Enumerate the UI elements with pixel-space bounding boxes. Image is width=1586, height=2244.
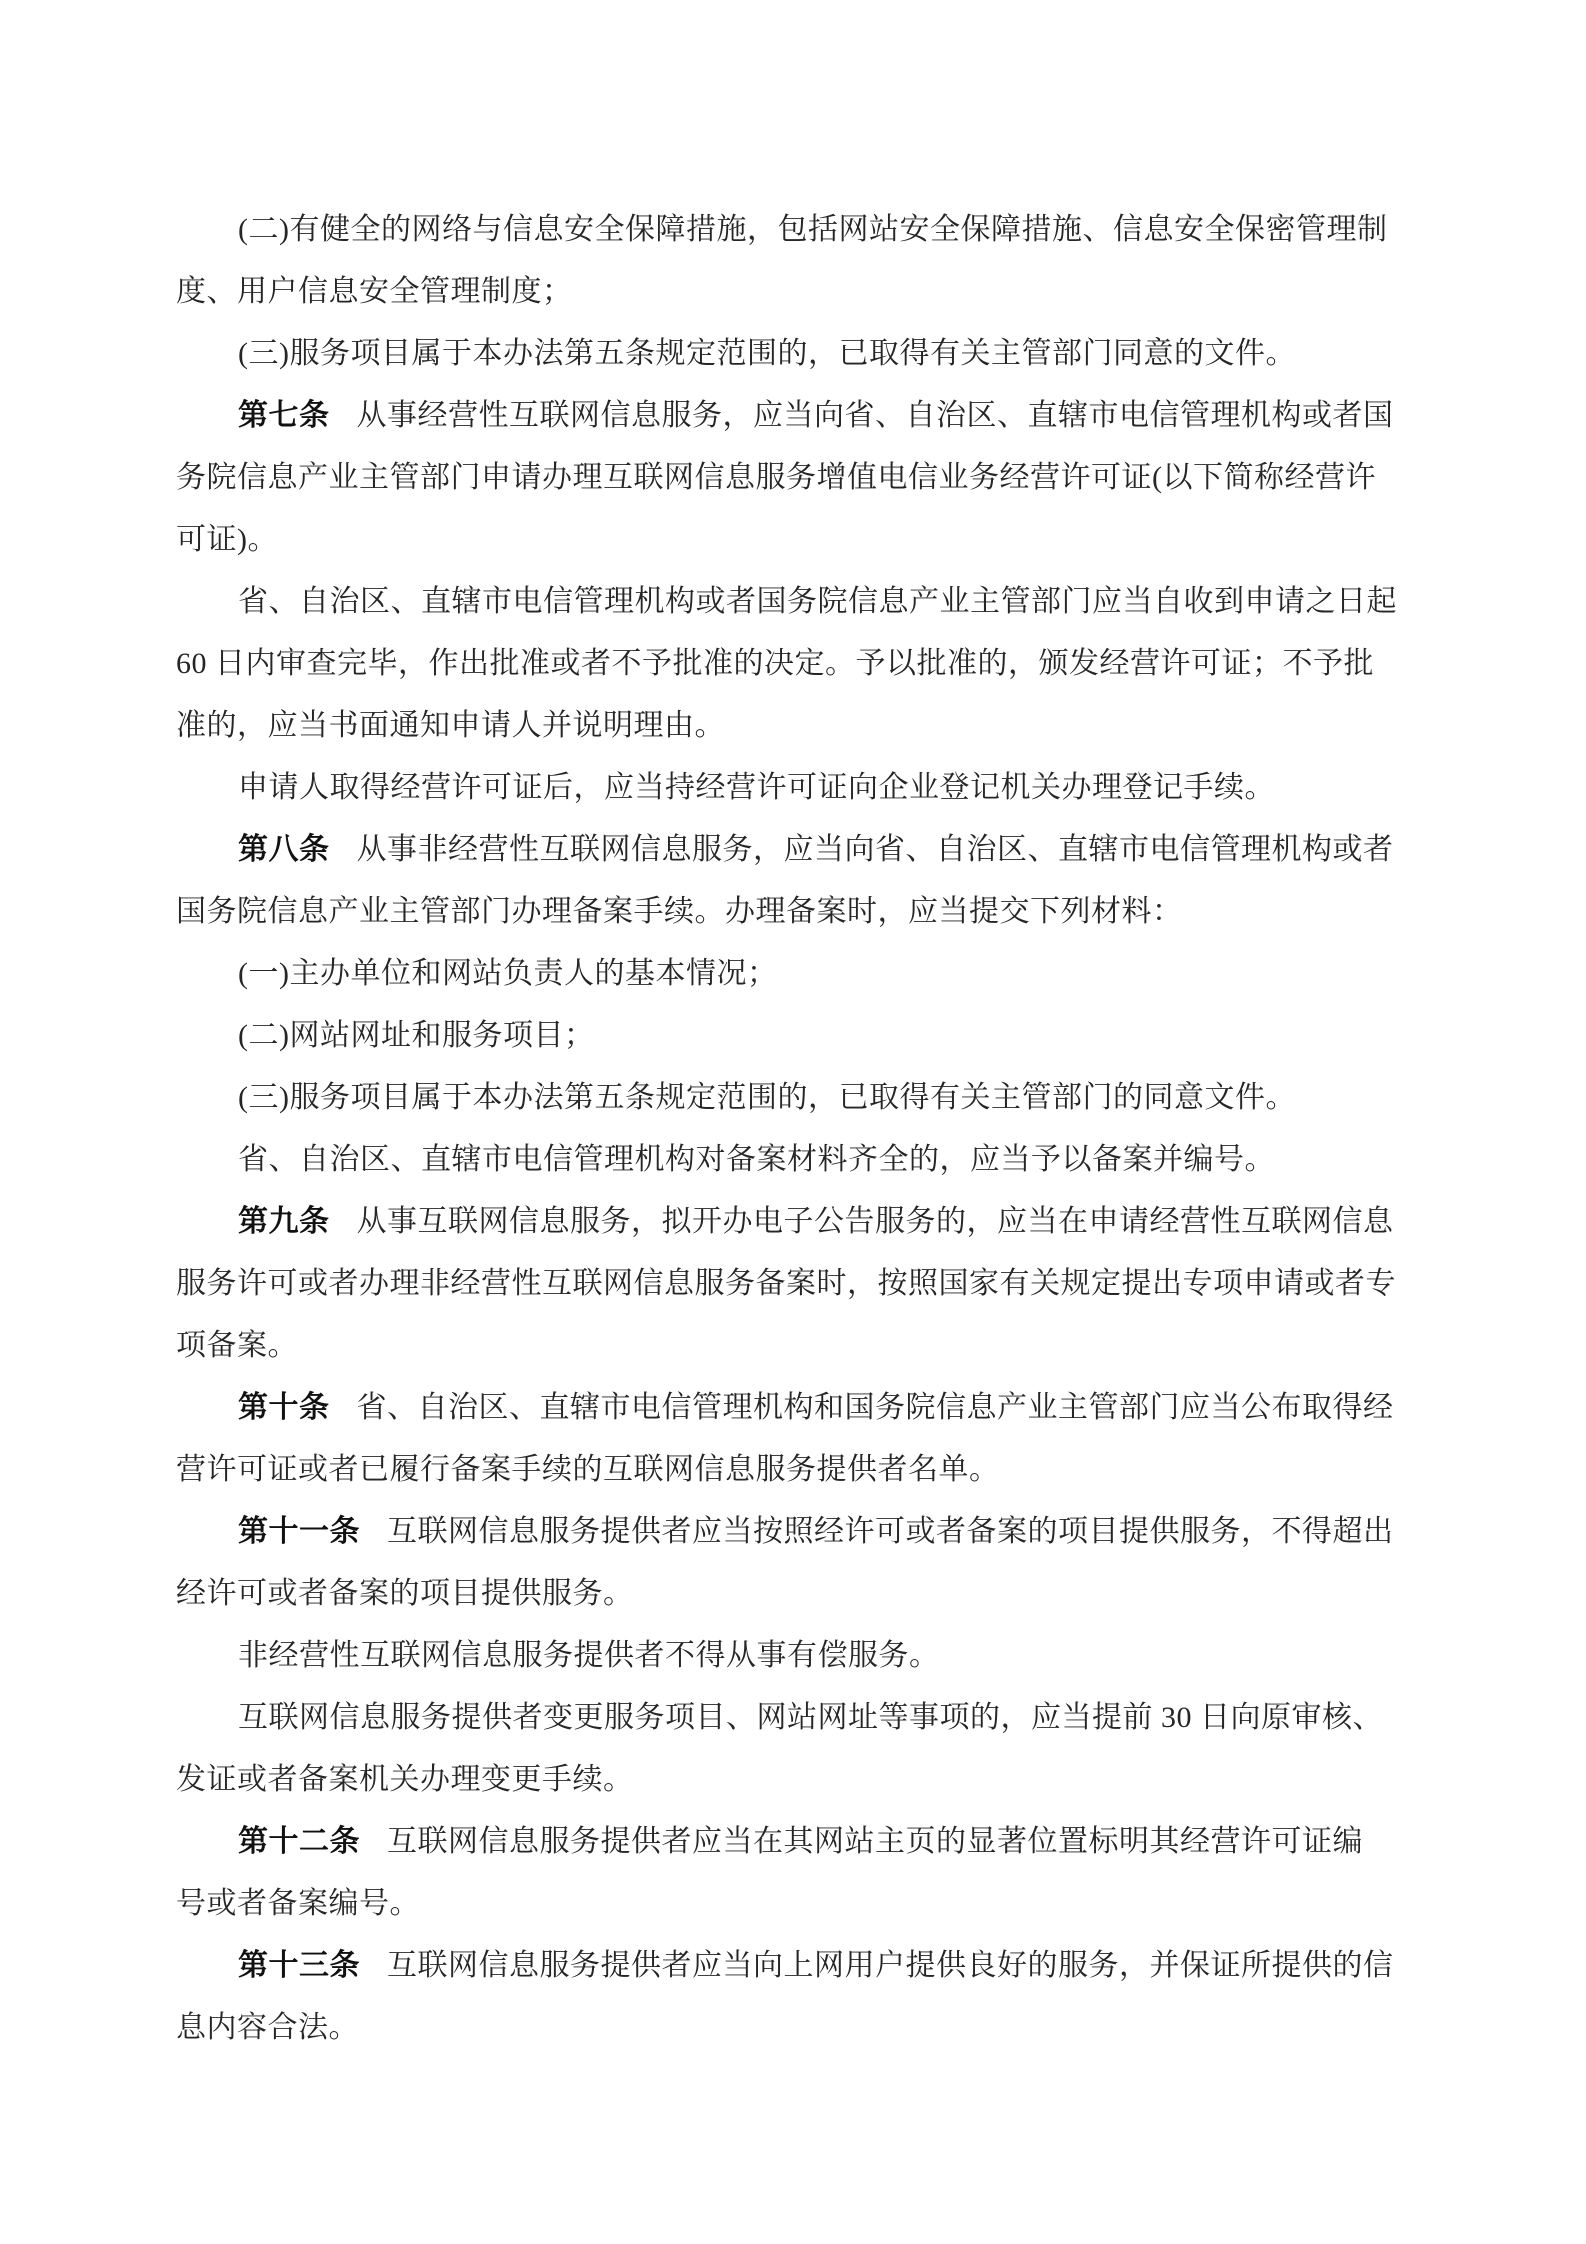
line-text: 国务院信息产业主管部门办理备案手续。办理备案时，应当提交下列材料： (176, 895, 1183, 928)
line-text: 服务许可或者办理非经营性互联网信息服务备案时，按照国家有关规定提出专项申请或者专 (176, 1267, 1396, 1300)
line-text: (一)主办单位和网站负责人的基本情况； (238, 957, 778, 990)
line-text: 互联网信息服务提供者应当向上网用户提供良好的服务，并保证所提供的信 (387, 1949, 1394, 1982)
line-text: 度、用户信息安全管理制度； (176, 275, 573, 308)
line-text: 非经营性互联网信息服务提供者不得从事有偿服务。 (238, 1639, 940, 1672)
text-line (176, 1501, 1436, 1563)
line-text: 可证)。 (176, 523, 278, 556)
text-line (176, 1253, 1436, 1315)
line-text: 从事经营性互联网信息服务，应当向省、自治区、直辖市电信管理机构或者国 (356, 399, 1394, 432)
line-text: 互联网信息服务提供者变更服务项目、网站网址等事项的，应当提前 30 日向原审核、 (238, 1701, 1383, 1734)
line-text: 申请人取得经营许可证后，应当持经营许可证向企业登记机关办理登记手续。 (238, 771, 1275, 804)
line-text: 经许可或者备案的项目提供服务。 (176, 1577, 634, 1610)
line-text: 发证或者备案机关办理变更手续。 (176, 1763, 634, 1796)
text-line (176, 571, 1436, 633)
text-line (176, 447, 1436, 509)
line-text: 省、自治区、直辖市电信管理机构和国务院信息产业主管部门应当公布取得经 (356, 1391, 1394, 1424)
line-text: (二)网站网址和服务项目； (238, 1019, 595, 1052)
article-number: 第十三条 (238, 1949, 360, 1982)
line-text: 务院信息产业主管部门申请办理互联网信息服务增值电信业务经营许可证(以下简称经营许 (176, 461, 1376, 494)
article-number: 第十条 (238, 1391, 330, 1424)
line-text: 省、自治区、直辖市电信管理机构对备案材料齐全的，应当予以备案并编号。 (238, 1143, 1275, 1176)
text-line (176, 261, 1436, 323)
line-text: (三)服务项目属于本办法第五条规定范围的，已取得有关主管部门同意的文件。 (238, 337, 1296, 370)
article-number: 第七条 (238, 399, 330, 432)
line-text: 项备案。 (176, 1329, 298, 1362)
text-line (176, 881, 1436, 943)
line-text: 息内容合法。 (176, 2011, 359, 2044)
text-line (176, 199, 1436, 261)
text-line (176, 1191, 1436, 1253)
text-line (176, 695, 1436, 757)
article-number: 第十一条 (238, 1515, 360, 1548)
text-line (176, 1067, 1436, 1129)
line-text: 从事互联网信息服务，拟开办电子公告服务的，应当在申请经营性互联网信息 (356, 1205, 1394, 1238)
line-text: 互联网信息服务提供者应当在其网站主页的显著位置标明其经营许可证编 (387, 1825, 1363, 1858)
text-line (176, 509, 1436, 571)
text-line (176, 1129, 1436, 1191)
text-line (176, 1811, 1436, 1873)
line-text: 省、自治区、直辖市电信管理机构或者国务院信息产业主管部门应当自收到申请之日起 (238, 585, 1397, 618)
text-line (176, 1315, 1436, 1377)
text-line (176, 757, 1436, 819)
line-text: 营许可证或者已履行备案手续的互联网信息服务提供者名单。 (176, 1453, 1000, 1486)
text-line (176, 1873, 1436, 1935)
line-text: 互联网信息服务提供者应当按照经许可或者备案的项目提供服务，不得超出 (387, 1515, 1394, 1548)
text-line (176, 1625, 1436, 1687)
text-line (176, 385, 1436, 447)
text-line (176, 1935, 1436, 1997)
article-number: 第十二条 (238, 1825, 360, 1858)
text-line (176, 1563, 1436, 1625)
text-line (176, 1005, 1436, 1067)
line-text: 号或者备案编号。 (176, 1887, 420, 1920)
text-line (176, 1749, 1436, 1811)
article-number: 第八条 (238, 833, 330, 866)
line-text: (三)服务项目属于本办法第五条规定范围的，已取得有关主管部门的同意文件。 (238, 1081, 1296, 1114)
text-line (176, 819, 1436, 881)
article-number: 第九条 (238, 1205, 330, 1238)
line-text: 准的，应当书面通知申请人并说明理由。 (176, 709, 725, 742)
text-line (176, 1687, 1436, 1749)
text-line (176, 323, 1436, 385)
text-line (176, 633, 1436, 695)
text-line (176, 1997, 1436, 2059)
document-body (176, 199, 1436, 2059)
text-line (176, 1377, 1436, 1439)
line-text: (二)有健全的网络与信息安全保障措施，包括网站安全保障措施、信息安全保密管理制 (238, 213, 1388, 246)
text-line (176, 1439, 1436, 1501)
line-text: 从事非经营性互联网信息服务，应当向省、自治区、直辖市电信管理机构或者 (356, 833, 1394, 866)
text-line (176, 943, 1436, 1005)
line-text: 60 日内审查完毕，作出批准或者不予批准的决定。予以批准的，颁发经营许可证；不予批 (176, 647, 1374, 680)
